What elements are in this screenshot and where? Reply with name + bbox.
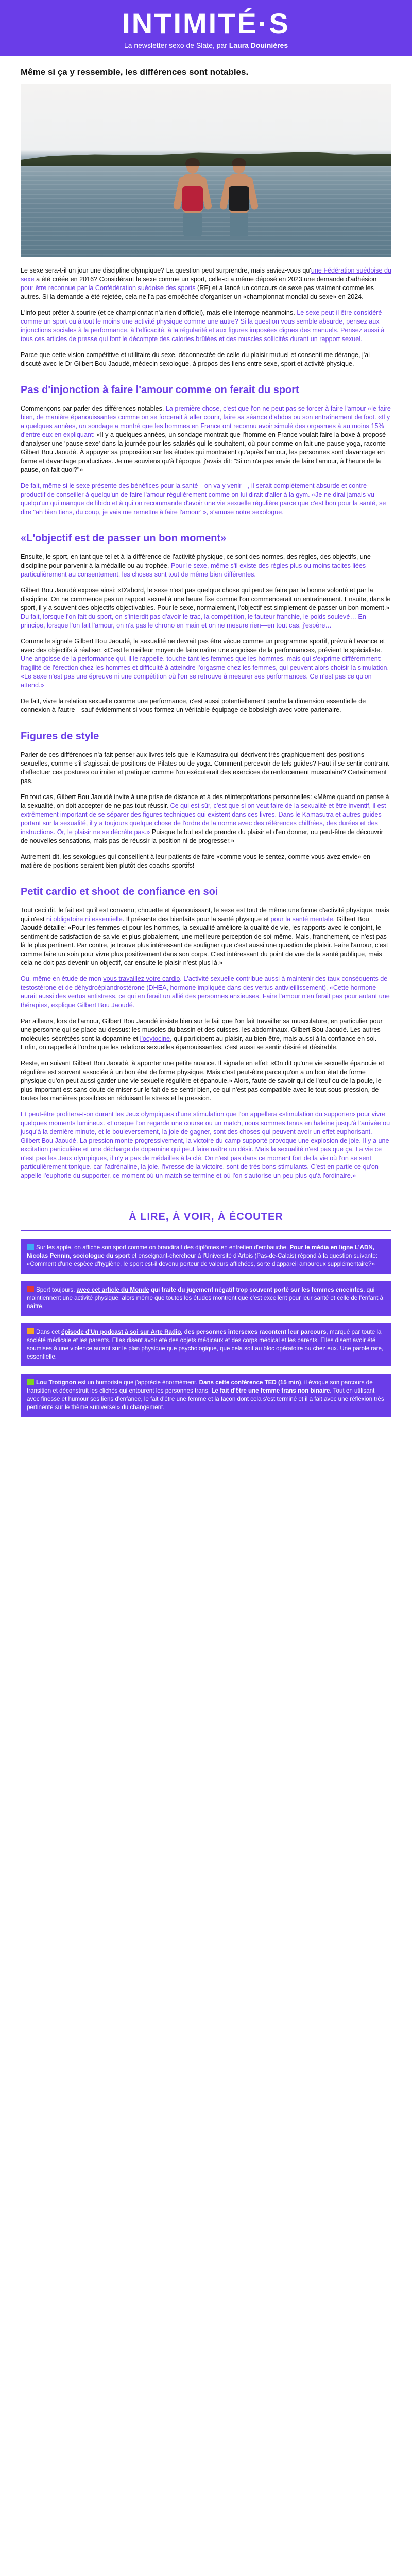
- agenda-text: Le fait d'être une femme trans non binaire.: [211, 1387, 332, 1394]
- newsletter-content: [0, 56, 412, 1417]
- paragraph-text: De fait, même si le sexe présente des bénéfices pour la santé—on va y venir—, il serait complètement absurde et contre-productif de conseiller à quelqu'un de faire l'amour régulièrement comme on lui dirait d'aller à la gym. «Je ne dirai jamais vu quelqu'un qui manque de libido et à qui on recommande d'avoir une vie sexuelle régulière parce que c'est bon pour la santé, se dire "ah bien tiens, du coup, je vais me remettre à faire l'amour"», s'amuse notre sexologue.: [21, 482, 386, 516]
- paragraph-text: Tout ceci dit, le fait est qu'il est convenu, chouette et épanouissant, le sexe est tout de même une forme d'activité physique, mais qui n'est: [21, 907, 390, 923]
- paragraph: [21, 404, 391, 474]
- agenda-text: , il évoque son parcours de transition et déconstruit les clichés qui entourent les personnes trans.: [27, 1379, 373, 1394]
- paragraph-text: Le sexe peut-il être considéré comme un sport ou à tout le moins une activité physique comme une autre? Si la question vous semble absurde, pensez aux injonctions sociales à la performance, à l'efficacité, à la régularité et aux figures imposées dignes des manuels. Pensez aussi à tous ces articles de presse qui font le décompte des calories brûlées et des muscles sollicités durant un rapport sexuel.: [21, 309, 385, 343]
- emoji-icon: [27, 1244, 34, 1250]
- inline-link[interactable]: vous travaillez votre cardio: [103, 975, 180, 982]
- paragraph-text: Une angoisse de la performance qui, il le rappelle, touche tant les femmes que les hommes, mais qui s'exprime différemment: fragilité de l'érection chez les hommes et difficulté à atteindre l'orgasme chez les femmes, qui peuvent alors choisir la simulation. «Le sexe n'est pas une épreuve ni une compétition où l'on se retrouve à mesurer ses performances. Ce n'est pas ce qu'on attend.»: [21, 655, 389, 689]
- paragraph: [21, 853, 391, 870]
- paragraph-text: Gilbert Bou Jaoudé expose ainsi: «D'abord, le sexe n'est pas quelque chose qui peut se faire par la bonne volonté et par la discipline. On ne commence pas un rapport sexuel à une heure fixe comme l'on commencerait un entraînement. Ensuite, dans le sport, il y a souvent des objectifs objectivables. Pour le sexe, normalement, l'objectif est simplement de passer un bon moment.»: [21, 587, 391, 612]
- paragraph: [21, 751, 391, 786]
- paragraph-text: Autrement dit, les sexologues qui conseillent à leur patients de faire «comme vous le sentez, comme vous avez envie» en matière de positions seraient bien plutôt des coachs sportifs!: [21, 853, 371, 869]
- paragraph-text: Par ailleurs, lors de l'amour, Gilbert Bou Jaoudé insiste bien sur le fait que l'on fait travailler sa musculature, en particulier pour une personne qui se place au-dessus: les muscles du bassin et des cuisses, les abdominaux. Gilbert Bou Jaoudé. Les autres molécules sécrétées sont la dopamine et: [21, 1018, 383, 1042]
- paragraph-text: Du fait, lorsque l'on fait du sport, on s'interdit pas d'avoir le trac, la compétition, le fauteur franchie, le poids soulevé… En principe, lorsque l'on fait l'amour, on n'a pas le chrono en main et on ne mesure rien—en tout cas, j'espère…: [21, 613, 366, 629]
- brand-logo[interactable]: INTIMITÉ·S: [122, 7, 290, 40]
- paragraph-text: Comme le signale Gilbert Bou Jaoudé, la sexualité ne devrait pas être vécue comme un programme sportif, prévu à l'avance et avec des objectifs à réaliser. «C'est le meilleur moyen de faire naître une angoisse de la performance», prévient le spécialiste.: [21, 638, 385, 654]
- agenda-text: est un humoriste que j'apprécie énormément.: [76, 1379, 199, 1386]
- agenda-item: [21, 1281, 391, 1316]
- paragraph-text: Le sexe sera-t-il un jour une discipline olympique? La question peut surprendre, mais saviez-vous qu': [21, 267, 311, 274]
- agenda-item: [21, 1239, 391, 1274]
- agenda-text: qui traite du jugement négatif trop souvent porté sur les femmes enceintes: [149, 1286, 364, 1293]
- agenda-text: Tout en utilisant avec finesse et humour ses liens d'enfance, le fait d'être une femme et la façon dont cela s'est terminé et il a fait avec une réflexion très pertinente sur le thème «universel» du changement.: [27, 1387, 384, 1411]
- section-title: Figures de style: [21, 731, 99, 742]
- tagline: [0, 41, 412, 49]
- paragraph: [21, 975, 391, 1010]
- paragraph-text: En tout cas, Gilbert Bou Jaoudé invite à une prise de distance et à des réinterprétations personnelles: «Même quand on pense à la sexualité, on doit accepter de ne pas tout réussir.: [21, 793, 389, 809]
- agenda-text: Dans cet: [36, 1329, 61, 1335]
- paragraph-text: a été créée en 2016? Considérant le sexe comme un sport, celle-ci a même déposé en 2023 une demande d'adhésion: [34, 276, 377, 283]
- agenda-title: À LIRE, À VOIR, À ÉCOUTER: [129, 1211, 283, 1223]
- hero-image: [21, 84, 391, 257]
- paragraph: [21, 1017, 391, 1052]
- paragraph-text: «Il y a quelques années, un sondage montrait que l'homme en France voulait faire la boxe à proposé d'analyser une 'pause sexe' dans la journée pour les salariés qui le souhaitent, où pour comme on fait une pause yoga, raconte Gilbert Bou Jaoudé. À appuyer sa proposition sur les études qui montraient qu'après l'amour, les personnes sont davantage en forme et davantage productives. Je me souviens qu'à l'époque, j'avais dit: "Si on n'a pas envie de faire l'amour, à l'heure de la pause, on fait quoi?"»: [21, 431, 386, 473]
- paragraph-text: Ce qui est sûr, c'est que si on veut faire de la sexualité et être inventif, il est extrêmement important de se séparer des figures techniques qui existent dans ces livres. Dans le Kamasutra et autres guides portant sur la sexualité, il y a toujours quelque chose de l'ordre de la norme avec des références chiffrées, des durées et des instructions. Or, le plaisir ne se décrète pas.»: [21, 802, 386, 836]
- tagline-text: La newsletter sexo de Slate, par: [124, 41, 229, 49]
- paragraph: [21, 1059, 391, 1103]
- paragraph-text: Parce que cette vision compétitive et utilitaire du sexe, déconnectée de celle du plaisir mutuel et consenti me dérange, j'ai discuté avec le Dr Gilbert Bou Jaoudé, médecin sexologue, à propos des liens entre sexe, sport et activité physique.: [21, 351, 370, 367]
- paragraph: [21, 351, 391, 368]
- agenda-text: et enseignant-chercheur à l'Université d'Artois (Pas-de-Calais) répond à la question suivante: «Comment d'une espèce d'hygiène, le sport est-il devenu porteur de valeurs affichées, sorte d'appareil amoureux supplémentaire?»: [27, 1252, 378, 1267]
- paragraph-text: Pour le sexe, même s'il existe des règles plus ou moins tacites liées particulièrement au consentement, les choses sont tout de même bien différentes.: [21, 562, 366, 578]
- paragraph-text: Puisque le but est de prendre du plaisir et d'en donner, ou peut-être de découvrir de nouvelles sensations, mais pas de réussir la position ni de progresser.»: [21, 828, 383, 844]
- newsletter-header: [0, 0, 412, 56]
- paragraph: [21, 309, 391, 344]
- section-body: [21, 751, 391, 870]
- inline-link[interactable]: ni obligatoire ni essentielle: [46, 916, 123, 923]
- agenda-link[interactable]: Dans cette conférence TED (15 min): [199, 1379, 301, 1386]
- paragraph: [21, 697, 391, 715]
- section-title: Pas d'injonction à faire l'amour comme on ferait du sport: [21, 384, 299, 396]
- paragraph: [21, 906, 391, 968]
- paragraph: [21, 553, 391, 579]
- intro-section: [21, 266, 391, 368]
- emoji-icon: [27, 1379, 34, 1385]
- paragraph: [21, 1110, 391, 1180]
- agenda-text: Sur les apple, on affiche son sport comme on brandirait des diplômes en entretien d'embauche.: [36, 1244, 290, 1251]
- paragraph-text: L'info peut prêter à sourire (et ce championnat n'a rien d'officiel), mais elle interroge néanmoins.: [21, 309, 297, 316]
- agenda-text: Sport toujours,: [36, 1286, 77, 1293]
- paragraph-text: Parler de ces différences n'a fait penser aux livres tels que le Kamasutra qui décrivent très graphiquement des positions sexuelles, comme s'il s'agissait de positions de Pilates ou de yoga. Comment percevoir de tels guides? Faut-il se sentir contraint d'effectuer ces postures ou imiter et pratiquer comme l'on exécuterait des exercices de renforcement musculaire? Certainement pas.: [21, 751, 389, 785]
- paragraph-text: Reste, en suivant Gilbert Bou Jaoudé, à apporter une petite nuance. Il signale en effet: «On dit qu'une vie sexuelle épanouie et régulière est souvent associée à un bon état de forme physique. Mais c'est peut-être parce qu'on a un bon état de forme physique qu'on peut aussi garder une vie sexuelle régulière et épanouie.» Alors, faute de savoir qui de l'œuf ou de la poule, le plus important est sans doute de miser sur le fait de se sentir bien, ce qui n'est pas compatible avec le tout sous pression, de toutes les manières possibles en réduisant le stress et la pression.: [21, 1060, 384, 1102]
- inline-link[interactable]: l'ocytocine: [140, 1035, 170, 1042]
- paragraph-text: De fait, vivre la relation sexuelle comme une performance, c'est aussi potentiellement perdre la dimension essentielle de connexion à l'autre—sauf évidemment si vous formez un véritable équipage de bobsleigh avec votre partenaire.: [21, 698, 366, 714]
- section-title: «L'objectif est de passer un bon moment»: [21, 533, 227, 544]
- agenda-text: , marqué par toute la société médicale et les parents. Elles disent avoir été des objets médicaux et des corps médical et les parents. Elles disent avoir été soumises à une violence autant sur le plan physique que psychologique, que cela soit au bloc opératoire ou chez eux. Une parole rare, essentielle.: [27, 1329, 384, 1360]
- paragraph-text: La première chose, c'est que l'on ne peut pas se forcer à faire l'amour «le faire bien, de manière épanouissante» comme on se forcerait à aller courir, faire sa séance d'abdos ou son entraînement de foot. «Il y a quelques années, un sondage a montré que les hommes en France ont reconnu avoir simulé des orgasmes à au moins 15% d'entre eux en expliquant:: [21, 405, 391, 438]
- paragraph-text: . L'activité sexuelle contribue aussi à maintenir des taux conséquents de testostérone et de déhydroépiandrostérone (DHEA, hormone impliquée dans des vertus antivieillissement). «Cette hormone aurait aussi des vertus antistress, ce qui en ferait un allié des personnes anxieuses. Faire l'amour n'en ferait pas pour autant une thérapie», explique Gilbert Bou Jaoudé.: [21, 975, 390, 1009]
- agenda-list: [21, 1239, 391, 1417]
- paragraph: [21, 793, 391, 845]
- agenda-text: , des personnes intersexes racontent leur parcours: [181, 1329, 327, 1335]
- paragraph-text: Ou, même en étude de mon: [21, 975, 104, 982]
- paragraph-text: . Gilbert Bou Jaoudé détaille: «Pour les femmes et pour les hommes, la sexualité améliore la qualité de vie, les rapports avec le conjoint, le sentiment de satisfaction de sa vie et plus globalement, une meilleure perception de soi-même. Mais, franchement, ce n'est pas là le plus pertinent. Par contre, je trouve plus intéressant de souligner que c'est aussi une question de plaisir. Faire l'amour, c'est comme faire un soin pour vivre plus positivement dans son corps. C'est intéressant du point de vue de la santé publique, mais cela ne doit pas devenir un objectif, car ensuite le plaisir n'est plus là.»: [21, 916, 388, 967]
- paragraph: [21, 266, 391, 301]
- section-body: [21, 906, 391, 1180]
- emoji-icon: [27, 1328, 34, 1334]
- paragraph: [21, 586, 391, 630]
- inline-link[interactable]: pour être reconnue par la Confédération suédoise des sports: [21, 284, 196, 292]
- agenda-text: Pour le média en ligne L'ADN, Nicolas Pennin, sociologue du sport: [27, 1244, 374, 1259]
- paragraph-text: . Il présente des bienfaits pour la santé physique et: [122, 916, 271, 923]
- agenda-link[interactable]: épisode d'Un podcast à soi sur Arte Radio: [61, 1329, 181, 1335]
- paragraph-text: Commençons par parler des différences notables.: [21, 405, 166, 412]
- tagline-author: Laura Douinières: [229, 41, 288, 49]
- section-body: [21, 404, 391, 517]
- agenda-text: Lou Trotignon: [36, 1379, 76, 1386]
- agenda-text: , qui maintiennent une activité physique, alors même que toutes les études montrent que c'est excellent pour leur santé et celle de l'enfant à naître.: [27, 1286, 384, 1310]
- section-title: Petit cardio et shoot de confiance en soi: [21, 886, 218, 897]
- paragraph-text: (RF) et a lancé un concours de sexe pas vraiment comme les autres. Si la demande a été rejetée, cela ne l'a pas empêchée d'organiser un «championnat mondial du sexe» en 2024.: [21, 284, 374, 300]
- swimmer-figure: [175, 159, 210, 236]
- headline: Même si ça y ressemble, les différences sont notables.: [21, 67, 249, 77]
- agenda-link[interactable]: avec cet article du Monde: [76, 1286, 149, 1293]
- paragraph-text: Ensuite, le sport, en tant que tel et à la différence de l'activité physique, ce sont des normes, des règles, des objectifs, une discipline pour parvenir à la médaille ou au trophée.: [21, 553, 371, 569]
- swimmer-figure: [221, 159, 256, 236]
- agenda-item: [21, 1323, 391, 1366]
- inline-link[interactable]: une Fédération suédoise du sexe: [21, 267, 391, 283]
- paragraph-text: Et peut-être profitera-t-on durant les Jeux olympiques d'une stimulation que l'on appellera «stimulation du supporter» pour vivre quelques moments lumineux. «Lorsque l'on regarde une course ou un match, nous sommes tenus en haleine jusqu'à l'arrivée ou jusqu'à la dernière minute, et le bouleversement, la joie de gagner, sont des choses qui peuvent avoir un effet euphorisant. Gilbert Bou Jaoudé. La pression monte progressivement, la victoire du camp supporté provoque une explosion de joie. Il y a une excitation particulière et une décharge de dopamine qui peut faire naître un désir. Mais la sexualité n'est pas que ça. La vie ce n'est pas les Jeux olympiques, il n'y a pas de médailles à la clé. On n'est pas dans ce moment fort de la vie où l'on se sent particulièrement tonique, car l'adrénaline, la joie, l'ivresse de la victoire, sont de très bons stimulants. C'est en partie ce qu'on appelle l'euphorie du supporter, ce moment où un match se termine et où l'on s'autorise un peu plus qu'à l'ordinaire.»: [21, 1111, 390, 1179]
- emoji-icon: [27, 1286, 34, 1292]
- inline-link[interactable]: pour la santé mentale: [270, 916, 333, 923]
- paragraph: [21, 482, 391, 517]
- section-body: [21, 553, 391, 715]
- agenda-divider: [21, 1230, 391, 1231]
- paragraph: [21, 637, 391, 690]
- paragraph-text: , qui participent au plaisir, au bien-être, mais aussi à la confiance en soi. Enfin, on rappelle à l'ordre que les relations sexuelles épanouissantes, c'est aussi se sentir désiré et désirable.: [21, 1035, 377, 1051]
- agenda-item: [21, 1374, 391, 1417]
